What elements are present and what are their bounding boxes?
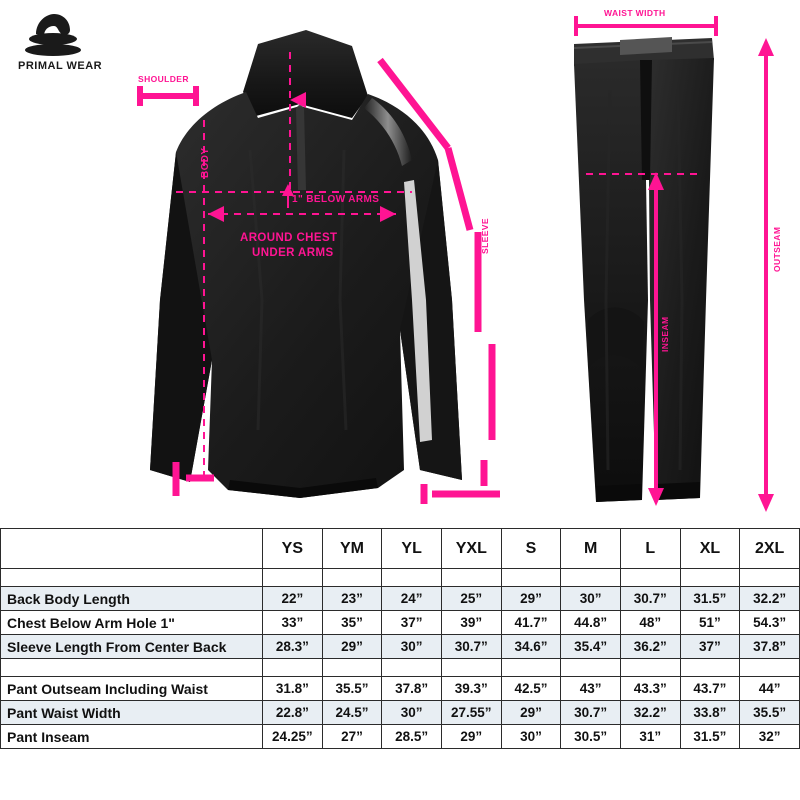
label-body: BODY (200, 147, 211, 178)
cell: 30” (501, 725, 561, 749)
label-outseam: OUTSEAM (772, 226, 782, 272)
label-inseam: INSEAM (660, 316, 670, 352)
cell: 39” (441, 611, 501, 635)
cell: 28.3” (263, 635, 323, 659)
cell: 33” (263, 611, 323, 635)
table-row (1, 611, 800, 635)
cell: 31” (620, 725, 680, 749)
cell: 30” (561, 587, 621, 611)
cell: 29” (322, 635, 382, 659)
header-size-ys: YS (263, 529, 323, 569)
cell: 34.6” (501, 635, 561, 659)
cell: 43” (561, 677, 621, 701)
header-corner (1, 529, 263, 569)
cell: 30.7” (620, 587, 680, 611)
cell: 24.5” (322, 701, 382, 725)
table-row (1, 677, 800, 701)
cell: 31.8” (263, 677, 323, 701)
cell: 30.7” (441, 635, 501, 659)
cell: 35.4” (561, 635, 621, 659)
row-label: Pant Waist Width (1, 701, 263, 725)
cell: 22.8” (263, 701, 323, 725)
label-sleeve: SLEEVE (480, 218, 490, 254)
row-label: Pant Inseam (1, 725, 263, 749)
label-around-chest: AROUND CHEST (240, 232, 338, 244)
header-size-yl: YL (382, 529, 442, 569)
header-size-l: L (620, 529, 680, 569)
header-size-yxl: YXL (441, 529, 501, 569)
cell: 35” (322, 611, 382, 635)
header-size-2xl: 2XL (740, 529, 800, 569)
row-label: Sleeve Length From Center Back (1, 635, 263, 659)
cell: 30.7” (561, 701, 621, 725)
cell: 43.7” (680, 677, 740, 701)
table-spacer-row-top (1, 569, 800, 587)
row-label: Chest Below Arm Hole 1" (1, 611, 263, 635)
cell: 30.5” (561, 725, 621, 749)
cell: 29” (441, 725, 501, 749)
cell: 24” (382, 587, 442, 611)
header-size-m: M (561, 529, 621, 569)
cell: 36.2” (620, 635, 680, 659)
row-label: Back Body Length (1, 587, 263, 611)
cell: 37.8” (740, 635, 800, 659)
header-size-ym: YM (322, 529, 382, 569)
cell: 39.3” (441, 677, 501, 701)
cell: 23” (322, 587, 382, 611)
cell: 32.2” (740, 587, 800, 611)
brand-logo (18, 8, 128, 78)
cell: 37.8” (382, 677, 442, 701)
logo-icon (18, 8, 88, 58)
size-chart-table (0, 528, 800, 749)
cell: 35.5” (322, 677, 382, 701)
row-label: Pant Outseam Including Waist (1, 677, 263, 701)
cell: 44” (740, 677, 800, 701)
pants-graphic (574, 37, 714, 502)
cell: 29” (501, 587, 561, 611)
cell: 44.8” (561, 611, 621, 635)
size-chart-table-wrap (0, 528, 800, 800)
cell: 27.55” (441, 701, 501, 725)
table-header-row (1, 529, 800, 569)
cell: 54.3” (740, 611, 800, 635)
table-row (1, 725, 800, 749)
cell: 37” (382, 611, 442, 635)
cell: 29” (501, 701, 561, 725)
cell: 37” (680, 635, 740, 659)
cell: 41.7” (501, 611, 561, 635)
label-below-arms: 1" BELOW ARMS (292, 194, 380, 205)
table-spacer-row-middle (1, 659, 800, 677)
table-row (1, 635, 800, 659)
header-size-s: S (501, 529, 561, 569)
cell: 42.5” (501, 677, 561, 701)
cell: 31.5” (680, 587, 740, 611)
brand-name: PRIMAL WEAR (18, 60, 103, 72)
cell: 24.25” (263, 725, 323, 749)
cell: 27” (322, 725, 382, 749)
cell: 48” (620, 611, 680, 635)
cell: 51” (680, 611, 740, 635)
cell: 43.3” (620, 677, 680, 701)
cell: 31.5” (680, 725, 740, 749)
cell: 35.5” (740, 701, 800, 725)
cell: 33.8” (680, 701, 740, 725)
label-under-arms: UNDER ARMS (252, 247, 334, 259)
label-shoulder: SHOULDER (138, 74, 189, 84)
cell: 32.2” (620, 701, 680, 725)
table-row (1, 587, 800, 611)
label-waist-width: WAIST WIDTH (604, 8, 666, 18)
cell: 32” (740, 725, 800, 749)
cell: 25” (441, 587, 501, 611)
cell: 28.5” (382, 725, 442, 749)
cell: 30” (382, 701, 442, 725)
header-size-xl: XL (680, 529, 740, 569)
cell: 22” (263, 587, 323, 611)
cell: 30” (382, 635, 442, 659)
table-row (1, 701, 800, 725)
